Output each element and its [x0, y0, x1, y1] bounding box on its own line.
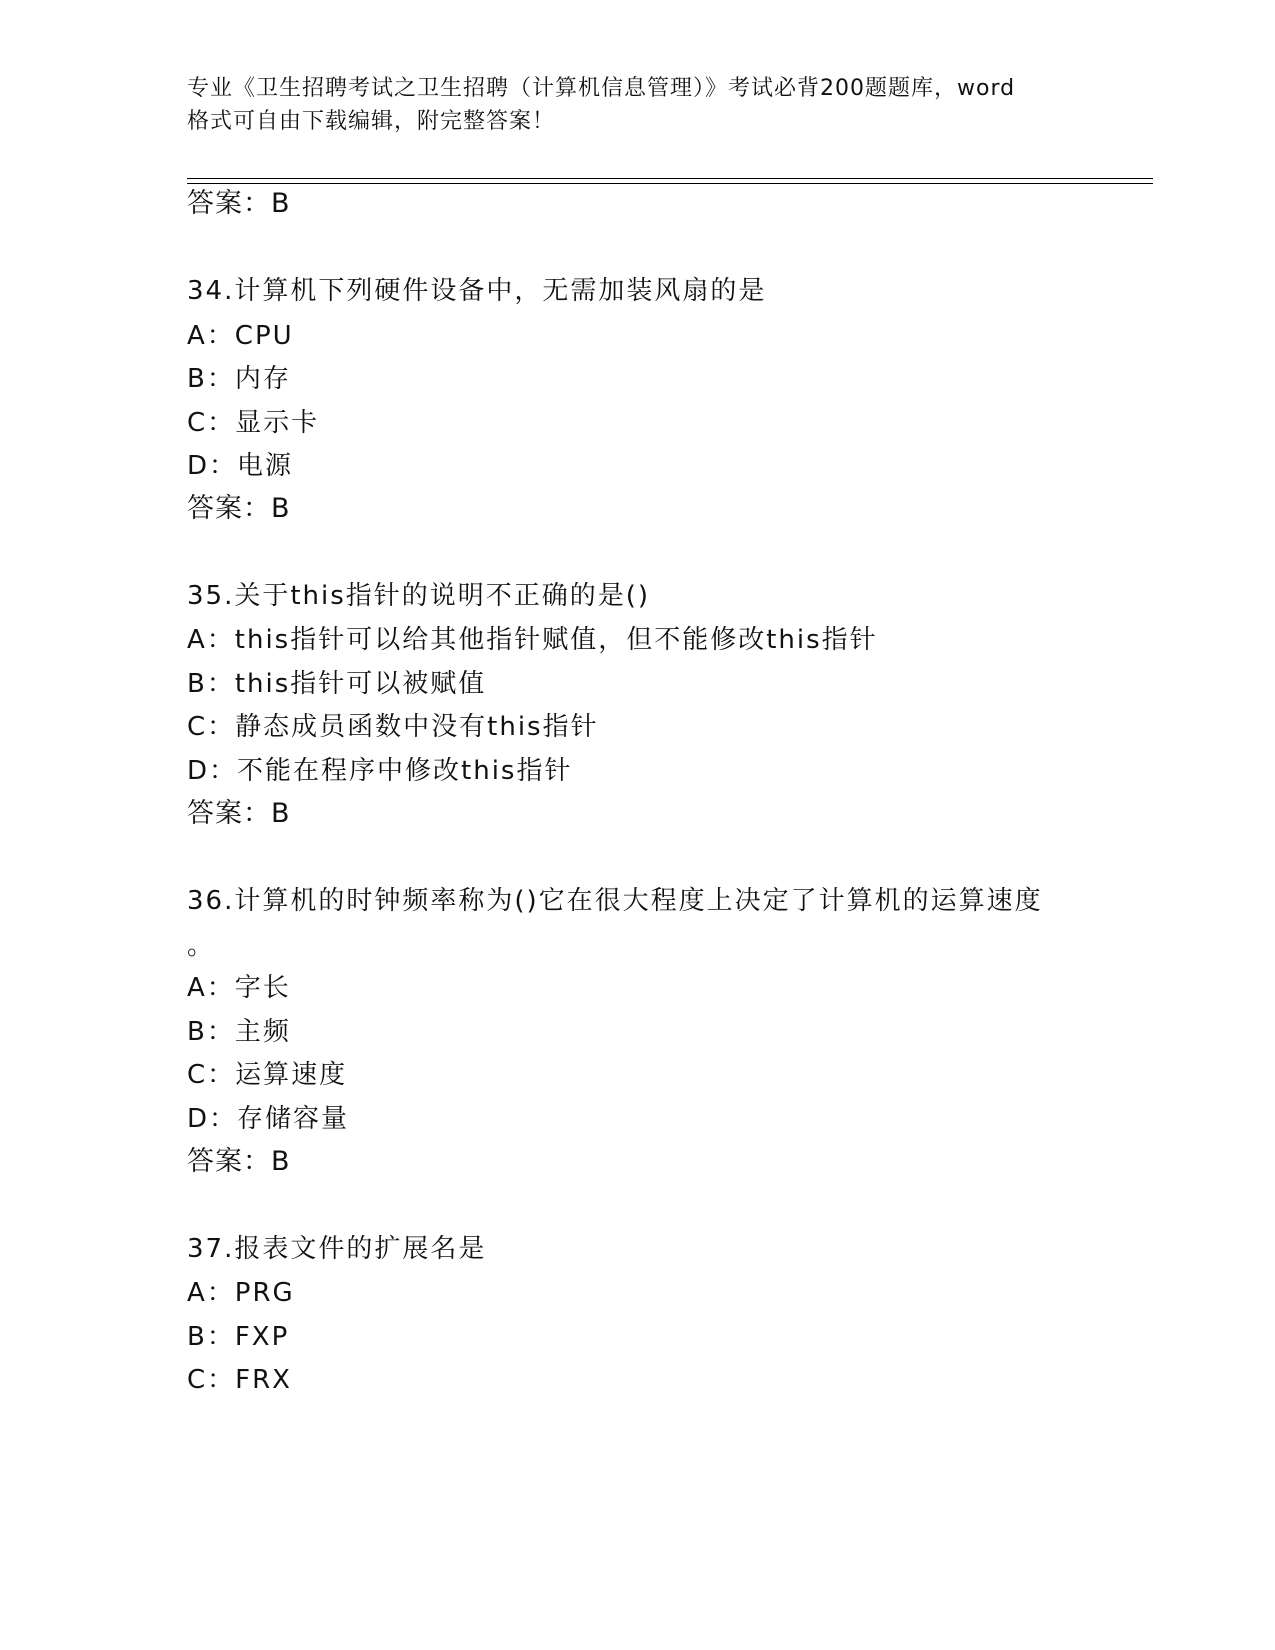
header-line-1: 专业《卫生招聘考试之卫生招聘（计算机信息管理）》考试必背200题题库，word: [187, 76, 1016, 101]
answer-line: 答案：B: [187, 1146, 291, 1177]
option-c: C：FRX: [187, 1365, 292, 1395]
document-header: [187, 72, 1087, 138]
option-b: B：FXP: [187, 1322, 290, 1352]
option-d: D：不能在程序中修改this指针: [187, 756, 573, 786]
option-b: B：this指针可以被赋值: [187, 669, 487, 699]
question-stem: 35.关于this指针的说明不正确的是(): [187, 581, 651, 611]
option-a: A：PRG: [187, 1278, 295, 1308]
option-a: A：CPU: [187, 321, 294, 351]
option-a: A：字长: [187, 973, 291, 1003]
option-c: C：显示卡: [187, 408, 320, 438]
option-c: C：运算速度: [187, 1060, 348, 1090]
option-d: D：存储容量: [187, 1104, 350, 1134]
question-stem-continuation: 。: [187, 931, 216, 961]
header-divider-bottom: [187, 183, 1153, 184]
question-stem: 34.计算机下列硬件设备中，无需加装风扇的是: [187, 276, 767, 306]
answer-line: 答案：B: [187, 188, 291, 219]
header-line-2: 格式可自由下载编辑，附完整答案！: [187, 109, 556, 134]
header-divider-top: [187, 178, 1153, 179]
option-b: B：内存: [187, 364, 291, 394]
question-stem: 36.计算机的时钟频率称为()它在很大程度上决定了计算机的运算速度: [187, 886, 1043, 916]
question-stem: 37.报表文件的扩展名是: [187, 1234, 487, 1264]
option-a: A：this指针可以给其他指针赋值，但不能修改this指针: [187, 625, 878, 655]
option-b: B：主频: [187, 1017, 291, 1047]
answer-line: 答案：B: [187, 493, 291, 524]
option-c: C：静态成员函数中没有this指针: [187, 712, 599, 742]
option-d: D：电源: [187, 451, 294, 481]
answer-line: 答案：B: [187, 798, 291, 829]
